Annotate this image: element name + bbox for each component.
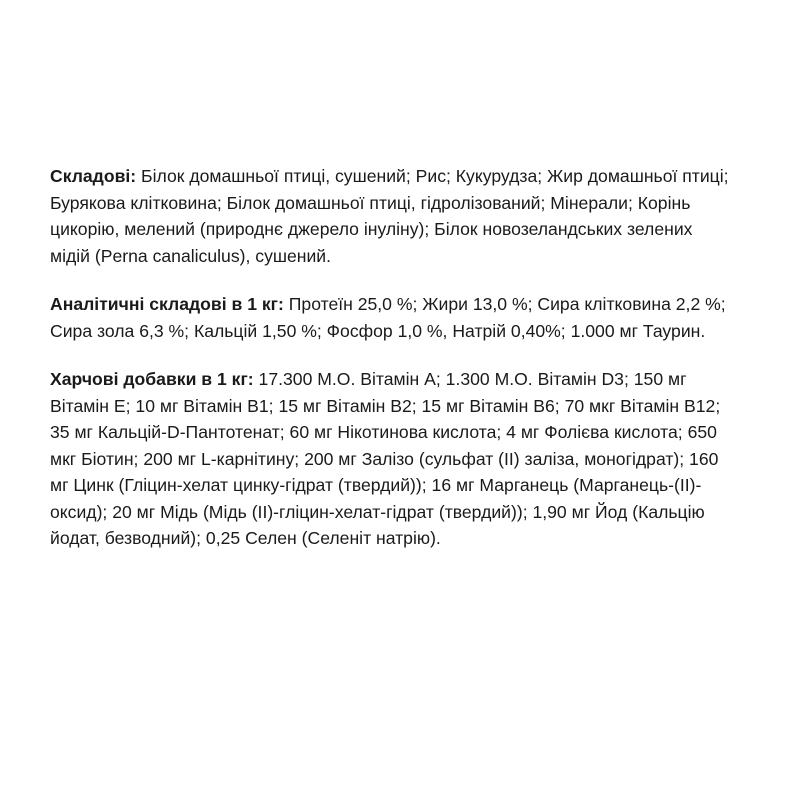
ingredients-text: Білок домашньої птиці, сушений; Рис; Кукурудза; Жир домашньої птиці; Бурякова клітковина; Білок домашньої птиці, гідролізований; Мінерали; Корінь цикорію, мелений (природнє джерело інуліну); Білок новозеландських зелених мідій (Perna canaliculus), сушений.	[50, 166, 729, 266]
ingredients-paragraph	[50, 163, 730, 269]
composition-document	[50, 163, 730, 574]
analytical-text: Протеїн 25,0 %; Жири 13,0 %; Сира клітковина 2,2 %; Сира зола 6,3 %; Кальцій 1,50 %; Фосфор 1,0 %, Натрій 0,40%; 1.000 мг Таурин.	[50, 294, 726, 341]
additives-label: Харчові добавки в 1 кг:	[50, 369, 254, 389]
additives-text: 17.300 М.О. Вітамін А; 1.300 М.О. Вітамін D3; 150 мг Вітамін Е; 10 мг Вітамін В1; 15 мг Вітамін В2; 15 мг Вітамін В6; 70 мкг Вітамін В12; 35 мг Кальцій-D-Пантотенат; 60 мг Нікотинова кислота; 4 мг Фолієва кислота; 650 мкг Біотин; 200 мг L-карнітину; 200 мг Залізо (сульфат (II) заліза, моногідрат); 160 мг Цинк (Гліцин-хелат цинку-гідрат (твердий)); 16 мг Марганець (Марганець-(II)-оксид); 20 мг Мідь (Мідь (II)-гліцин-хелат-гідрат (твердий)); 1,90 мг Йод (Кальцію йодат, безводний); 0,25 Селен (Селеніт натрію).	[50, 369, 721, 548]
additives-paragraph	[50, 366, 730, 552]
ingredients-label: Складові:	[50, 166, 137, 186]
analytical-label: Аналітичні складові в 1 кг:	[50, 294, 284, 314]
analytical-paragraph	[50, 291, 730, 344]
